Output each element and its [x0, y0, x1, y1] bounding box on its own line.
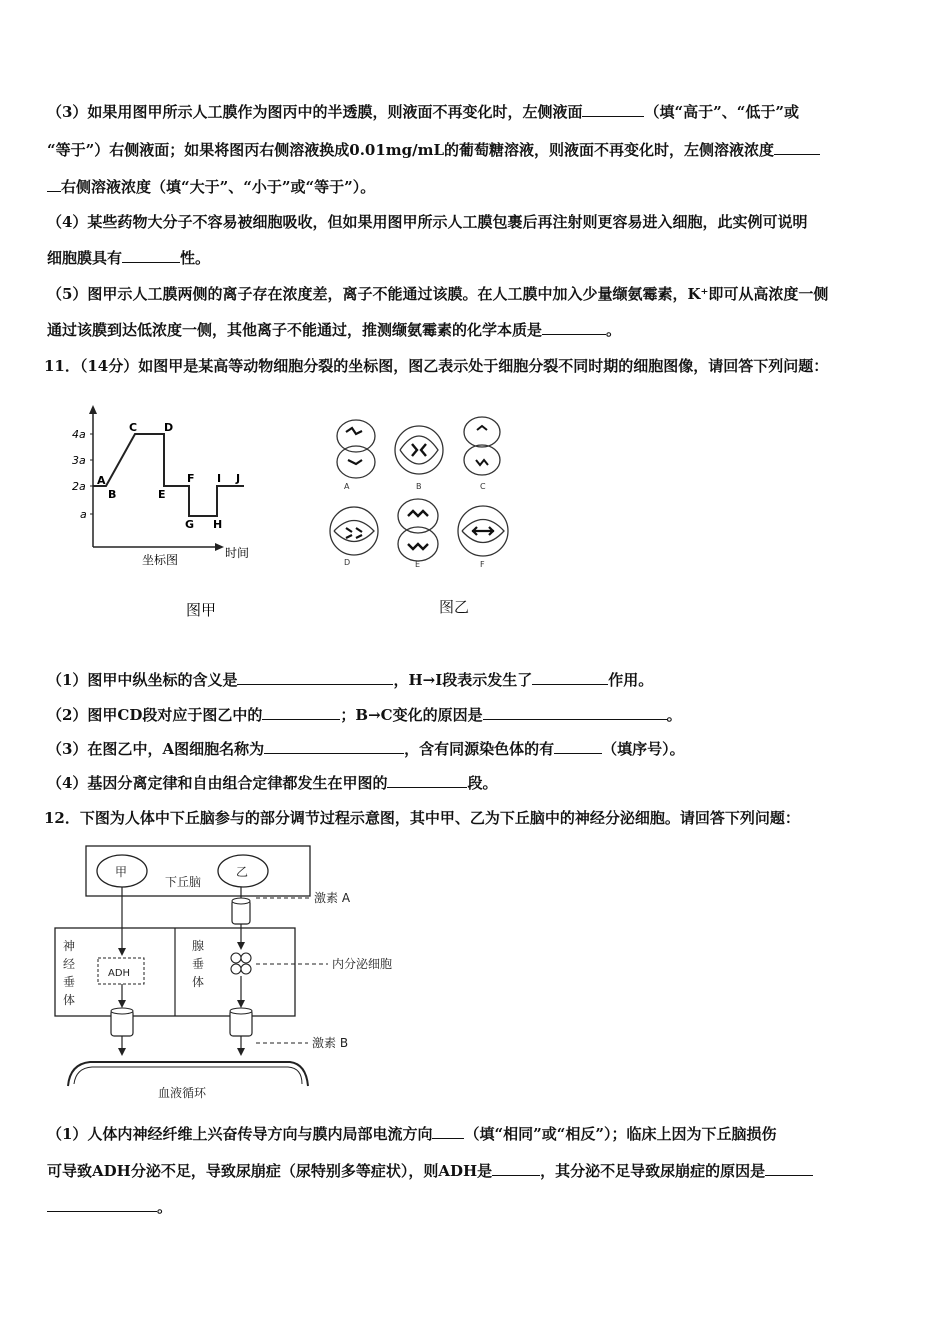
q10-part3-option: （填“高于”、“低于”或 [644, 103, 799, 121]
figure-yi-label: 图乙 [439, 598, 470, 616]
neuro-label-4: 体 [63, 993, 76, 1007]
q12-diagram [50, 838, 440, 1108]
blood-circulation-label: 血液循环 [158, 1086, 207, 1100]
arrowhead [237, 1000, 245, 1008]
cell-label-E: E [415, 560, 421, 569]
q10-part3-text: （3）如果用图甲所示人工膜作为图丙中的半透膜，则液面不再变化时，左侧液面 [47, 103, 583, 121]
figure-jia-label: 图甲 [186, 601, 217, 619]
y-axis-arrow [89, 405, 97, 414]
q10-line-5 [47, 248, 210, 268]
arrowhead [118, 1000, 126, 1008]
answer-blank[interactable] [492, 1161, 540, 1176]
adeno-label-2: 垂 [192, 957, 205, 971]
answer-blank[interactable] [582, 102, 644, 117]
q10-part5-text-2: 通过该膜到达低浓度一侧，其他离子不能通过，推测缬氨霉素的化学本质是 [47, 321, 543, 339]
cell-label-D: D [344, 558, 351, 567]
cell-label-C: C [480, 482, 486, 491]
adh-label: ADH [108, 968, 131, 979]
q10-line-2 [47, 140, 820, 160]
answer-blank[interactable] [237, 670, 393, 685]
y-tick-3a: 3a [72, 454, 86, 467]
q10-part3-option-2: 右侧溶液浓度（填“大于”、“小于”或“等于”）。 [61, 178, 376, 196]
point-H: H [213, 518, 223, 531]
point-A: A [97, 474, 106, 487]
blood-vessel-outer [68, 1062, 308, 1086]
arrowhead [118, 1048, 126, 1056]
dna-curve [93, 434, 244, 516]
cell-C [464, 417, 500, 475]
answer-blank[interactable] [47, 177, 61, 192]
q10-line-4 [47, 212, 807, 232]
q10-part4-suffix: 性。 [180, 249, 211, 267]
point-B: B [108, 488, 117, 501]
graph-caption: 坐标图 [142, 553, 179, 567]
q10-line-7 [47, 320, 621, 340]
q12-sub-1-line-1: （1）人体内神经纤维上兴奋传导方向与膜内局部电流方向 （填“相同”或“相反”）；临床上因为下丘脑损伤 [47, 1125, 777, 1143]
arrowhead [237, 942, 245, 950]
hormone-a-label: 激素 A [314, 891, 351, 905]
q12-sub-1-line-3: 。 [47, 1197, 172, 1217]
figure-jia [60, 405, 260, 625]
q11-sub-1: （1）图甲中纵坐标的含义是 ，H→I段表示发生了 作用。 [47, 671, 654, 689]
figure-yi [320, 410, 530, 620]
q11-sub-4: （4）基因分离定律和自由组合定律都发生在甲图的 段。 [47, 774, 498, 792]
vessel-top [111, 1008, 133, 1014]
y-tick-a: a [80, 508, 87, 521]
answer-blank[interactable] [262, 705, 340, 720]
q10-line-6 [47, 284, 828, 304]
adeno-label-3: 体 [192, 975, 205, 989]
q11-title: 11．（14分）如图甲是某高等动物细胞分裂的坐标图，图乙表示处于细胞分裂不同时期的细胞图像，请回答下列问题： [44, 357, 829, 375]
vessel-top [230, 1008, 252, 1014]
vessel-a-top [232, 898, 250, 904]
q12-sub-1-line-2: 可导致ADH分泌不足，导致尿崩症（尿特别多等症状），则ADH是 ，其分泌不足导致尿崩症的原因是 [47, 1161, 813, 1181]
point-C: C [129, 421, 138, 434]
cell-jia-label: 甲 [115, 865, 128, 879]
point-F: F [187, 472, 195, 485]
cell-F [458, 506, 508, 556]
cell-label-F: F [480, 560, 485, 569]
cell-label-B: B [416, 482, 422, 491]
adeno-label-1: 腺 [192, 939, 205, 953]
q10-line-3 [47, 177, 375, 197]
hypothalamus-label: 下丘脑 [165, 875, 202, 889]
answer-blank[interactable] [554, 739, 602, 754]
q11-sub-3: （3）在图乙中，A图细胞名称为 ，含有同源染色体的有 （填序号）。 [47, 740, 685, 758]
answer-blank[interactable] [122, 248, 180, 263]
neuro-label-1: 神 [63, 939, 76, 953]
blood-vessel-inner [74, 1067, 302, 1084]
point-J: J [236, 472, 241, 485]
x-axis-arrow [215, 543, 224, 551]
point-I: I [217, 472, 222, 485]
answer-blank[interactable] [532, 670, 608, 685]
neuro-label-2: 经 [63, 957, 76, 971]
cell-D [330, 507, 378, 555]
endocrine-cells [231, 953, 251, 974]
x-axis-label: 时间 [225, 546, 250, 560]
neuro-label-3: 垂 [63, 975, 76, 989]
answer-blank[interactable] [483, 705, 667, 720]
answer-blank[interactable] [432, 1124, 464, 1139]
arrowhead [118, 948, 126, 956]
y-tick-4a: 4a [72, 428, 86, 441]
answer-blank[interactable] [774, 140, 820, 155]
hormone-b-label: 激素 B [312, 1036, 349, 1050]
q10-part5-suffix: 。 [606, 321, 622, 339]
cell-yi-label: 乙 [236, 865, 249, 879]
cell-A [337, 420, 375, 478]
answer-blank[interactable] [387, 773, 467, 788]
answer-blank[interactable] [264, 739, 404, 754]
point-G: G [185, 518, 195, 531]
cell-E [398, 499, 438, 561]
answer-blank[interactable] [542, 320, 606, 335]
answer-blank[interactable] [765, 1161, 813, 1176]
cell-label-A: A [344, 482, 350, 491]
q10-part4-text: （4）某些药物大分子不容易被细胞吸收，但如果用图甲所示人工膜包裹后再注射则更容易进入细胞，此实例可说明 [47, 213, 808, 231]
q10-part3-text-2: “等于”）右侧液面；如果将图丙右侧溶液换成0.01mg/mL的葡萄糖溶液，则液面不再变化时，左侧溶液浓度 [47, 141, 775, 159]
point-E: E [158, 488, 166, 501]
q10-part4-text-2: 细胞膜具有 [47, 249, 123, 267]
y-tick-2a: 2a [72, 480, 86, 493]
arrowhead [237, 1048, 245, 1056]
q10-part5-text: （5）图甲示人工膜两侧的离子存在浓度差，离子不能通过该膜。在人工膜中加入少量缬氨霉素，K⁺即可从高浓度一侧 [47, 285, 829, 303]
cell-B [395, 426, 443, 474]
endocrine-label: 内分泌细胞 [332, 957, 393, 971]
point-D: D [164, 421, 174, 434]
answer-blank[interactable] [47, 1197, 157, 1212]
q11-sub-2: （2）图甲CD段对应于图乙中的 ；B→C变化的原因是 。 [47, 706, 682, 724]
q10-line-1 [47, 102, 799, 122]
q12-title: 12．下图为人体中下丘脑参与的部分调节过程示意图，其中甲、乙为下丘脑中的神经分泌细胞。请回答下列问题： [44, 809, 800, 827]
